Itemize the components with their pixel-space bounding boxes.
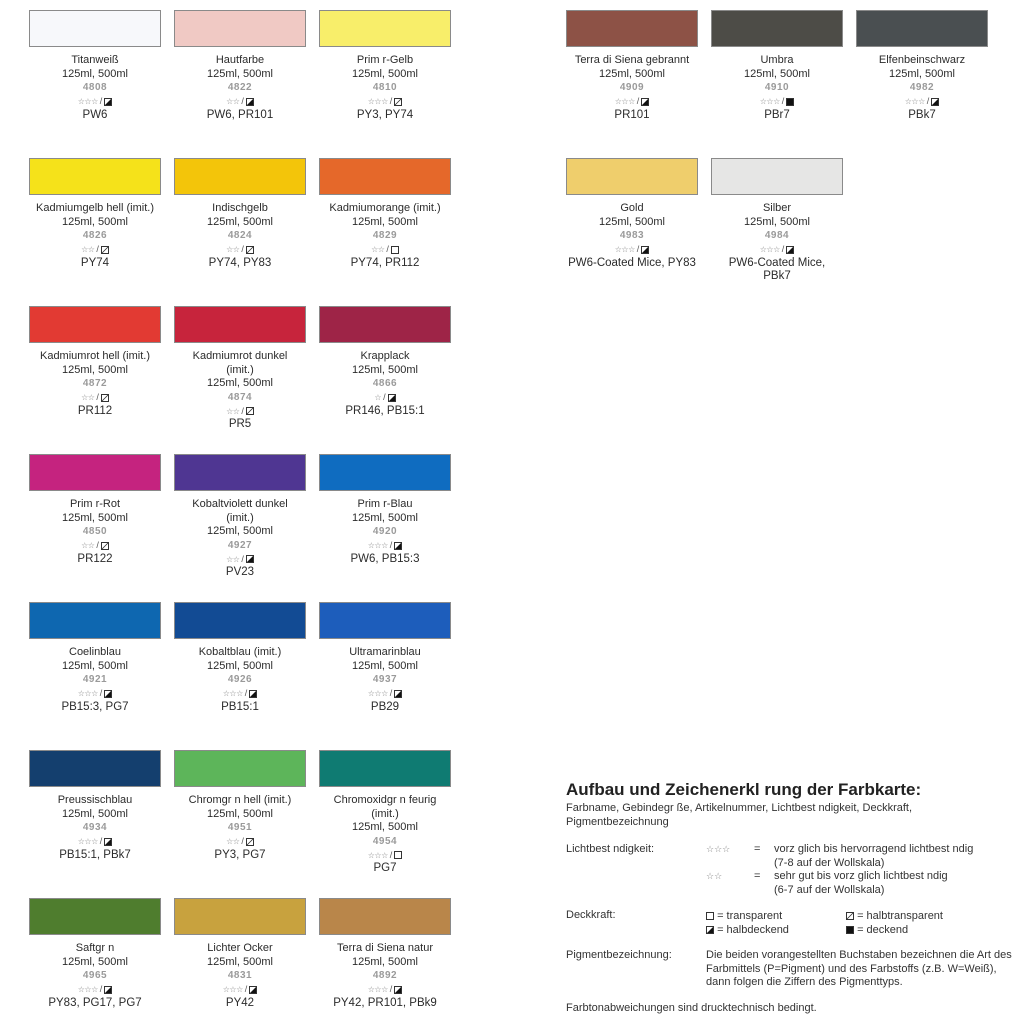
article-number: 4850 bbox=[82, 526, 108, 538]
rating-line: ☆☆ / bbox=[29, 243, 161, 257]
opaque-icon bbox=[846, 926, 854, 934]
container-sizes: 125ml, 500ml bbox=[61, 363, 129, 376]
color-swatch bbox=[174, 158, 306, 195]
color-name: Prim r-Gelb bbox=[356, 54, 414, 66]
article-number: 4826 bbox=[82, 230, 108, 242]
color-name: Chromoxidgr n feurig (imit.) bbox=[333, 794, 437, 820]
color-card bbox=[566, 10, 698, 122]
article-number: 4926 bbox=[227, 674, 253, 686]
lightfastness-stars-icon: ☆☆☆ bbox=[367, 688, 388, 698]
stars-3-icon: ☆☆☆ bbox=[706, 844, 731, 854]
pigment-code: PY74, PY83 bbox=[208, 256, 272, 269]
color-name: Preussischblau bbox=[57, 794, 133, 806]
rating-line: ☆☆ / bbox=[174, 404, 306, 418]
color-name: Coelinblau bbox=[69, 646, 121, 658]
lightfastness-stars-icon: ☆☆☆ bbox=[759, 244, 780, 254]
color-swatch bbox=[29, 158, 161, 195]
container-sizes: 125ml, 500ml bbox=[351, 67, 419, 80]
pigment-text: Die beiden vorangestellten Buchstaben bezeichnen die Art des Farbmittels (P=Pigment) und des Farbstoffs (z.B. W=Weiß), dann folgen die Ziffern des Pigmenttyps. bbox=[706, 949, 1012, 988]
color-card bbox=[29, 10, 161, 122]
lightfastness-stars-icon: ☆☆ bbox=[226, 406, 240, 416]
pigment-code: PB15:1 bbox=[221, 700, 259, 713]
container-sizes: 125ml, 500ml bbox=[61, 67, 129, 80]
transparent-icon bbox=[706, 912, 714, 920]
color-swatch bbox=[319, 10, 451, 47]
article-number: 4934 bbox=[82, 822, 108, 834]
color-card bbox=[174, 750, 306, 862]
article-number: 4984 bbox=[764, 230, 790, 242]
color-name: Krapplack bbox=[360, 350, 410, 362]
color-card bbox=[29, 602, 161, 714]
opacity-icon bbox=[246, 246, 254, 254]
container-sizes: 125ml, 500ml bbox=[351, 215, 419, 228]
lightfastness-stars-icon: ☆☆☆ bbox=[77, 984, 98, 994]
rating-line: ☆☆☆ / bbox=[319, 687, 451, 701]
article-number: 4982 bbox=[909, 82, 935, 94]
opacity-icon bbox=[394, 851, 402, 859]
color-card bbox=[29, 158, 161, 270]
color-name: Indischgelb bbox=[212, 202, 268, 214]
color-name: Silber bbox=[762, 202, 792, 214]
container-sizes: 125ml, 500ml bbox=[351, 511, 419, 524]
color-name: Umbra bbox=[760, 54, 794, 66]
lightfastness-stars-icon: ☆☆☆ bbox=[222, 984, 243, 994]
color-swatch bbox=[29, 454, 161, 491]
container-sizes: 125ml, 500ml bbox=[206, 659, 274, 672]
color-swatch bbox=[29, 602, 161, 639]
color-swatch bbox=[319, 750, 451, 787]
container-sizes: 125ml, 500ml bbox=[206, 377, 274, 390]
pigment-code: PR146, PB15:1 bbox=[345, 404, 425, 417]
color-card bbox=[174, 306, 306, 432]
rating-line: ☆☆ / bbox=[319, 243, 451, 257]
container-sizes: 125ml, 500ml bbox=[206, 525, 274, 538]
article-number: 4965 bbox=[82, 970, 108, 982]
rating-line: ☆☆ / bbox=[174, 243, 306, 257]
rating-line: ☆☆☆ / bbox=[319, 983, 451, 997]
pigment-code: PW6, PR101 bbox=[206, 108, 274, 121]
rating-line: ☆☆☆ / bbox=[711, 243, 843, 257]
legend-title: Aufbau und Zeichenerkl rung der Farbkarte: bbox=[566, 780, 922, 799]
article-number: 4810 bbox=[372, 82, 398, 94]
article-number: 4983 bbox=[619, 230, 645, 242]
opacity-icon bbox=[104, 986, 112, 994]
color-swatch bbox=[566, 158, 698, 195]
pigment-code: PY42 bbox=[225, 996, 255, 1009]
article-number: 4920 bbox=[372, 526, 398, 538]
article-number: 4872 bbox=[82, 378, 108, 390]
lightfastness-stars-icon: ☆☆☆ bbox=[77, 836, 98, 846]
container-sizes: 125ml, 500ml bbox=[61, 807, 129, 820]
opacity-icon bbox=[101, 394, 109, 402]
container-sizes: 125ml, 500ml bbox=[351, 821, 419, 834]
color-card bbox=[319, 602, 451, 714]
article-number: 4874 bbox=[227, 391, 253, 403]
pigment-code: PR101 bbox=[614, 108, 650, 121]
article-number: 4824 bbox=[227, 230, 253, 242]
color-swatch bbox=[711, 158, 843, 195]
pigment-code: PY74, PR112 bbox=[350, 256, 420, 269]
pigment-code: PY74 bbox=[80, 256, 110, 269]
color-name: Gold bbox=[620, 202, 644, 214]
rating-line: ☆☆☆ / bbox=[319, 95, 451, 109]
color-swatch bbox=[319, 306, 451, 343]
pigment-code: PW6-Coated Mice, PY83 bbox=[568, 256, 696, 269]
lightfastness-stars-icon: ☆☆ bbox=[226, 96, 240, 106]
lightfastness-stars-icon: ☆☆☆ bbox=[614, 96, 635, 106]
color-name: Saftgr n bbox=[75, 942, 115, 954]
semi-transparent-icon bbox=[846, 912, 854, 920]
pigment-code: PW6-Coated Mice, PBk7 bbox=[728, 256, 826, 283]
pigment-code: PBr7 bbox=[764, 108, 790, 121]
pigment-code: PBk7 bbox=[908, 108, 936, 121]
color-name: Terra di Siena natur bbox=[337, 942, 433, 954]
opacity-icon bbox=[641, 246, 649, 254]
lightfastness-stars-icon: ☆☆☆ bbox=[367, 96, 388, 106]
color-swatch bbox=[29, 306, 161, 343]
color-name: Kobaltblau (imit.) bbox=[198, 646, 282, 658]
color-name: Ultramarinblau bbox=[349, 646, 421, 658]
color-swatch bbox=[319, 454, 451, 491]
color-name: Lichter Ocker bbox=[207, 942, 273, 954]
article-number: 4937 bbox=[372, 674, 398, 686]
pigment-code: PY83, PG17, PG7 bbox=[48, 996, 142, 1009]
pigment-code: PY3, PG7 bbox=[214, 848, 266, 861]
opacity-icon bbox=[394, 986, 402, 994]
rating-line: ☆☆☆ / bbox=[566, 95, 698, 109]
rating-line: ☆☆☆ / bbox=[319, 539, 451, 553]
color-swatch bbox=[174, 306, 306, 343]
rating-line: ☆☆ / bbox=[29, 539, 161, 553]
container-sizes: 125ml, 500ml bbox=[888, 67, 956, 80]
pigment-label: Pigmentbezeichnung: bbox=[566, 949, 672, 961]
color-swatch bbox=[174, 602, 306, 639]
color-card bbox=[319, 158, 451, 270]
color-name: Terra di Siena gebrannt bbox=[574, 54, 690, 66]
container-sizes: 125ml, 500ml bbox=[598, 67, 666, 80]
opacity-icon bbox=[641, 98, 649, 106]
color-swatch bbox=[711, 10, 843, 47]
color-card bbox=[319, 898, 451, 1010]
color-swatch bbox=[319, 158, 451, 195]
rating-line: ☆ / bbox=[319, 391, 451, 405]
article-number: 4808 bbox=[82, 82, 108, 94]
color-card bbox=[566, 158, 698, 270]
lightfastness-row bbox=[566, 843, 1016, 897]
color-card bbox=[319, 10, 451, 122]
color-name: Kadmiumorange (imit.) bbox=[329, 202, 441, 214]
opacity-icon bbox=[104, 98, 112, 106]
color-swatch bbox=[319, 602, 451, 639]
lightfastness-stars-icon: ☆☆☆ bbox=[904, 96, 925, 106]
color-card bbox=[319, 454, 451, 566]
rating-line: ☆☆ / bbox=[174, 552, 306, 566]
color-swatch bbox=[856, 10, 988, 47]
article-number: 4954 bbox=[372, 835, 398, 847]
lightfastness-stars-icon: ☆☆☆ bbox=[367, 984, 388, 994]
container-sizes: 125ml, 500ml bbox=[351, 955, 419, 968]
legend-panel bbox=[566, 780, 1016, 1014]
opacity-icon bbox=[786, 246, 794, 254]
color-name: Kadmiumgelb hell (imit.) bbox=[36, 202, 154, 214]
lightfastness-stars-icon: ☆☆☆ bbox=[222, 688, 243, 698]
rating-line: ☆☆☆ / bbox=[29, 835, 161, 849]
container-sizes: 125ml, 500ml bbox=[61, 215, 129, 228]
article-number: 4829 bbox=[372, 230, 398, 242]
pigment-code: PY42, PR101, PBk9 bbox=[333, 996, 437, 1009]
opacity-row: Deckkraft: = transparent = halbtransparent = halbdeckend = deckend bbox=[566, 909, 943, 936]
color-swatch bbox=[319, 898, 451, 935]
pigment-code: PW6, PB15:3 bbox=[350, 552, 420, 565]
rating-line: ☆☆☆ / bbox=[29, 687, 161, 701]
color-card bbox=[174, 158, 306, 270]
color-card bbox=[856, 10, 988, 122]
opacity-icon bbox=[246, 555, 254, 563]
color-card bbox=[174, 602, 306, 714]
legend-intro: Farbname, Gebindegr ße, Artikelnummer, Lichtbest ndigkeit, Deckkraft, Pigmentbezeichnung bbox=[566, 802, 913, 828]
container-sizes: 125ml, 500ml bbox=[206, 955, 274, 968]
lightfastness-stars-icon: ☆☆ bbox=[226, 554, 240, 564]
container-sizes: 125ml, 500ml bbox=[351, 659, 419, 672]
opacity-icon bbox=[391, 246, 399, 254]
color-swatch bbox=[174, 10, 306, 47]
semi-opaque-icon bbox=[706, 926, 714, 934]
container-sizes: 125ml, 500ml bbox=[61, 511, 129, 524]
rating-line: ☆☆☆ / bbox=[29, 983, 161, 997]
color-card bbox=[174, 10, 306, 122]
container-sizes: 125ml, 500ml bbox=[206, 215, 274, 228]
lightfastness-stars-icon: ☆☆☆ bbox=[367, 540, 388, 550]
color-swatch bbox=[174, 454, 306, 491]
color-name: Kadmiumrot dunkel (imit.) bbox=[192, 350, 288, 376]
stars-2-icon: ☆☆ bbox=[706, 871, 723, 881]
color-card bbox=[711, 158, 843, 284]
pigment-code: PB15:1, PBk7 bbox=[59, 848, 131, 861]
article-number: 4831 bbox=[227, 970, 253, 982]
pigment-code: PR5 bbox=[228, 418, 252, 431]
lightfastness-stars-icon: ☆☆ bbox=[81, 540, 95, 550]
container-sizes: 125ml, 500ml bbox=[743, 67, 811, 80]
lightfastness-label: Lichtbest ndigkeit: bbox=[566, 843, 655, 855]
opacity-icon bbox=[101, 246, 109, 254]
rating-line: ☆☆☆ / bbox=[174, 983, 306, 997]
color-card bbox=[319, 306, 451, 418]
opacity-label: Deckkraft: bbox=[566, 909, 616, 921]
pigment-code: PB15:3, PG7 bbox=[61, 700, 129, 713]
opacity-icon bbox=[101, 542, 109, 550]
pigment-row bbox=[566, 949, 1016, 990]
color-swatch bbox=[174, 750, 306, 787]
article-number: 4951 bbox=[227, 822, 253, 834]
lightfastness-stars-icon: ☆☆☆ bbox=[367, 850, 388, 860]
opacity-icon bbox=[786, 98, 794, 106]
lightfastness-stars-icon: ☆☆☆ bbox=[77, 688, 98, 698]
color-card bbox=[29, 750, 161, 862]
opacity-icon bbox=[394, 542, 402, 550]
opacity-icon bbox=[104, 838, 112, 846]
article-number: 4927 bbox=[227, 539, 253, 551]
rating-line: ☆☆☆ / bbox=[319, 848, 451, 862]
lightfastness-def-2: ☆☆ = sehr gut bis vorz glich lichtbest ndig (6-7 auf der Wollskala) bbox=[706, 870, 948, 896]
color-name: Chromgr n hell (imit.) bbox=[188, 794, 292, 806]
container-sizes: 125ml, 500ml bbox=[598, 215, 666, 228]
color-swatch bbox=[566, 10, 698, 47]
color-card bbox=[174, 454, 306, 580]
rating-line: ☆☆ / bbox=[29, 391, 161, 405]
pigment-code: PR112 bbox=[77, 404, 113, 417]
opacity-icon bbox=[246, 98, 254, 106]
color-name: Elfenbeinschwarz bbox=[878, 54, 966, 66]
opacity-icon bbox=[394, 98, 402, 106]
rating-line: ☆☆☆ / bbox=[174, 687, 306, 701]
color-name: Prim r-Rot bbox=[69, 498, 121, 510]
pigment-code: PG7 bbox=[373, 862, 397, 875]
color-name: Prim r-Blau bbox=[357, 498, 413, 510]
opacity-icon bbox=[246, 407, 254, 415]
pigment-code: PR122 bbox=[77, 552, 113, 565]
article-number: 4910 bbox=[764, 82, 790, 94]
color-card bbox=[29, 454, 161, 566]
container-sizes: 125ml, 500ml bbox=[206, 67, 274, 80]
color-swatch bbox=[29, 750, 161, 787]
article-number: 4921 bbox=[82, 674, 108, 686]
color-card bbox=[174, 898, 306, 1010]
opacity-icon bbox=[394, 690, 402, 698]
rating-line: ☆☆☆ / bbox=[566, 243, 698, 257]
pigment-code: PY3, PY74 bbox=[356, 108, 414, 121]
lightfastness-stars-icon: ☆☆ bbox=[81, 244, 95, 254]
opacity-icon bbox=[246, 838, 254, 846]
lightfastness-stars-icon: ☆☆☆ bbox=[759, 96, 780, 106]
lightfastness-stars-icon: ☆☆ bbox=[371, 244, 385, 254]
container-sizes: 125ml, 500ml bbox=[206, 807, 274, 820]
container-sizes: 125ml, 500ml bbox=[61, 955, 129, 968]
footer-note: Farbtonabweichungen sind drucktechnisch bedingt. bbox=[566, 1001, 817, 1014]
rating-line: ☆☆ / bbox=[174, 835, 306, 849]
pigment-code: PW6 bbox=[82, 108, 108, 121]
color-card bbox=[29, 898, 161, 1010]
color-name: Kobaltviolett dunkel (imit.) bbox=[192, 498, 288, 524]
color-card bbox=[319, 750, 451, 876]
opacity-icon bbox=[388, 394, 396, 402]
lightfastness-stars-icon: ☆☆☆ bbox=[77, 96, 98, 106]
color-swatch bbox=[29, 898, 161, 935]
article-number: 4866 bbox=[372, 378, 398, 390]
lightfastness-stars-icon: ☆☆ bbox=[81, 392, 95, 402]
color-card bbox=[711, 10, 843, 122]
article-number: 4822 bbox=[227, 82, 253, 94]
color-swatch bbox=[174, 898, 306, 935]
rating-line: ☆☆☆ / bbox=[711, 95, 843, 109]
pigment-code: PV23 bbox=[225, 566, 255, 579]
opacity-icon bbox=[249, 986, 257, 994]
rating-line: ☆☆☆ / bbox=[856, 95, 988, 109]
opacity-icon bbox=[249, 690, 257, 698]
opacity-icon bbox=[104, 690, 112, 698]
rating-line: ☆☆ / bbox=[174, 95, 306, 109]
container-sizes: 125ml, 500ml bbox=[351, 363, 419, 376]
rating-line: ☆☆☆ / bbox=[29, 95, 161, 109]
lightfastness-stars-icon: ☆☆ bbox=[226, 244, 240, 254]
opacity-icon bbox=[931, 98, 939, 106]
container-sizes: 125ml, 500ml bbox=[61, 659, 129, 672]
lightfastness-stars-icon: ☆ bbox=[374, 392, 382, 402]
container-sizes: 125ml, 500ml bbox=[743, 215, 811, 228]
color-name: Hautfarbe bbox=[215, 54, 265, 66]
pigment-code: PB29 bbox=[370, 700, 400, 713]
color-swatch bbox=[29, 10, 161, 47]
article-number: 4909 bbox=[619, 82, 645, 94]
lightfastness-stars-icon: ☆☆ bbox=[226, 836, 240, 846]
color-name: Kadmiumrot hell (imit.) bbox=[39, 350, 151, 362]
color-name: Titanweiß bbox=[71, 54, 119, 66]
lightfastness-stars-icon: ☆☆☆ bbox=[614, 244, 635, 254]
color-card bbox=[29, 306, 161, 418]
lightfastness-def-3: ☆☆☆ = vorz glich bis hervorragend lichtbest ndig (7-8 auf der Wollskala) bbox=[706, 843, 974, 869]
article-number: 4892 bbox=[372, 970, 398, 982]
